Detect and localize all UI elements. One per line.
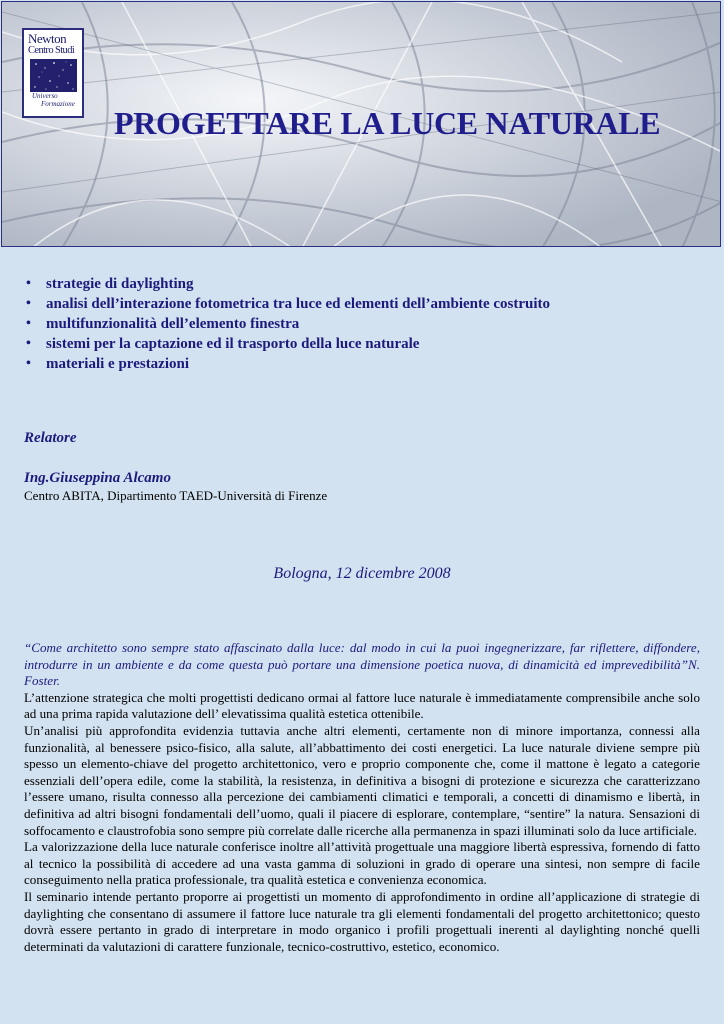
newton-logo: [22, 28, 84, 118]
page-title: PROGETTARE LA LUCE NATURALE: [114, 105, 661, 141]
bullet-icon: •: [26, 296, 31, 311]
list-item: [26, 274, 550, 294]
foster-quote: “Come architetto sono sempre stato affascinato dalla luce: dal modo in cui la puoi ingegnerizzare, far riflettere, diffondere, introdurre in un ambiente e da come questa può portare una dimensione poetica nuova, di dinamicità ed imprevedibilità”N. Foster.: [24, 640, 700, 689]
header-banner: [1, 1, 721, 247]
topic-text: strategie di daylighting: [46, 276, 194, 292]
event-date: Bologna, 12 dicembre 2008: [273, 565, 451, 582]
description-body: [24, 640, 700, 955]
body-paragraph: L’attenzione strategica che molti progettisti dedicano ormai al fattore luce naturale è immediatamente comprensibile anche solo ad una prima rapida valutazione dell’ elevatissima qualità estetica ottenibile.: [24, 689, 700, 722]
body-paragraph: Un’analisi più approfondita evidenzia tuttavia anche altri elementi, certamente non di minore importanza, connessi alla funzionalità, al benessere psico-fisico, alla salute, all’abbattimento dei costi energetici. La luce naturale diviene sempre più spesso un elemento-chiave del progetto architettonico, vero e proprio componente che, come il mattone è legato a categorie essenziali dell’opera edile, come la stabilità, la resistenza, in definitiva a bisogni di protezione e sicurezza che caratterizzano l’essere umano, risulta connesso alla percezione dei cambiamenti climatici e temporali, a concetti di dinamismo e libertà, in definitiva ad altri bisogni fondamentali dell’uomo, quali il piacere di esplorare, contemplare, “sentire” la natura. Sensazioni di soffocamento e claustrofobia sono sempre più correlate dalle ricerche alla permanenza in spazi illuminati solo da luce artificiale.: [24, 722, 700, 838]
topic-text: multifunzionalità dell’elemento finestra: [46, 316, 300, 332]
bullet-icon: •: [26, 336, 31, 351]
bullet-icon: •: [26, 316, 31, 331]
topic-text: sistemi per la captazione ed il trasporto della luce naturale: [46, 336, 420, 352]
list-item: [26, 294, 550, 314]
list-item: [26, 354, 550, 374]
topic-text: analisi dell’interazione fotometrica tra luce ed elementi dell’ambiente costruito: [46, 296, 551, 312]
list-item: [26, 334, 550, 354]
bullet-icon: •: [26, 356, 31, 371]
topics-list: [26, 274, 550, 374]
bullet-icon: •: [26, 276, 31, 291]
speaker-label: Relatore: [24, 430, 77, 446]
logo-tagline-2: Formazione: [41, 100, 75, 108]
topic-text: materiali e prestazioni: [46, 356, 190, 372]
speaker-affiliation: Centro ABITA, Dipartimento TAED-Università di Firenze: [24, 488, 328, 503]
logo-subname: Centro Studi: [28, 45, 75, 56]
logo-tagline-1: Universo: [32, 92, 58, 100]
speaker-name: Ing.Giuseppina Alcamo: [24, 470, 171, 486]
list-item: [26, 314, 550, 334]
body-paragraph: La valorizzazione della luce naturale conferisce inoltre all’attività progettuale una maggiore libertà espressiva, fornendo di fatto al tecnico la possibilità di accedere ad una vasta gamma di soluzioni in grado di operare una sintesi, non sempre di facile conseguimento nella pratica professionale, tra qualità estetica e convenienza economica.: [24, 839, 700, 888]
logo-name: Newton: [28, 31, 67, 46]
body-paragraph: Il seminario intende pertanto proporre ai progettisti un momento di approfondimento in ordine all’applicazione di strategie di daylighting che consentano di assumere il fattore luce naturale tra gli elementi fondamentali del progetto architettonico; questo dovrà essere pertanto in grado di interpretare in modo organico i profili progettuali inerenti al daylighting nonché quelli determinati da valutazioni di carattere funzionale, tecnico-costruttivo, estetico, economico.: [24, 888, 700, 954]
starfield-icon: [30, 59, 77, 92]
